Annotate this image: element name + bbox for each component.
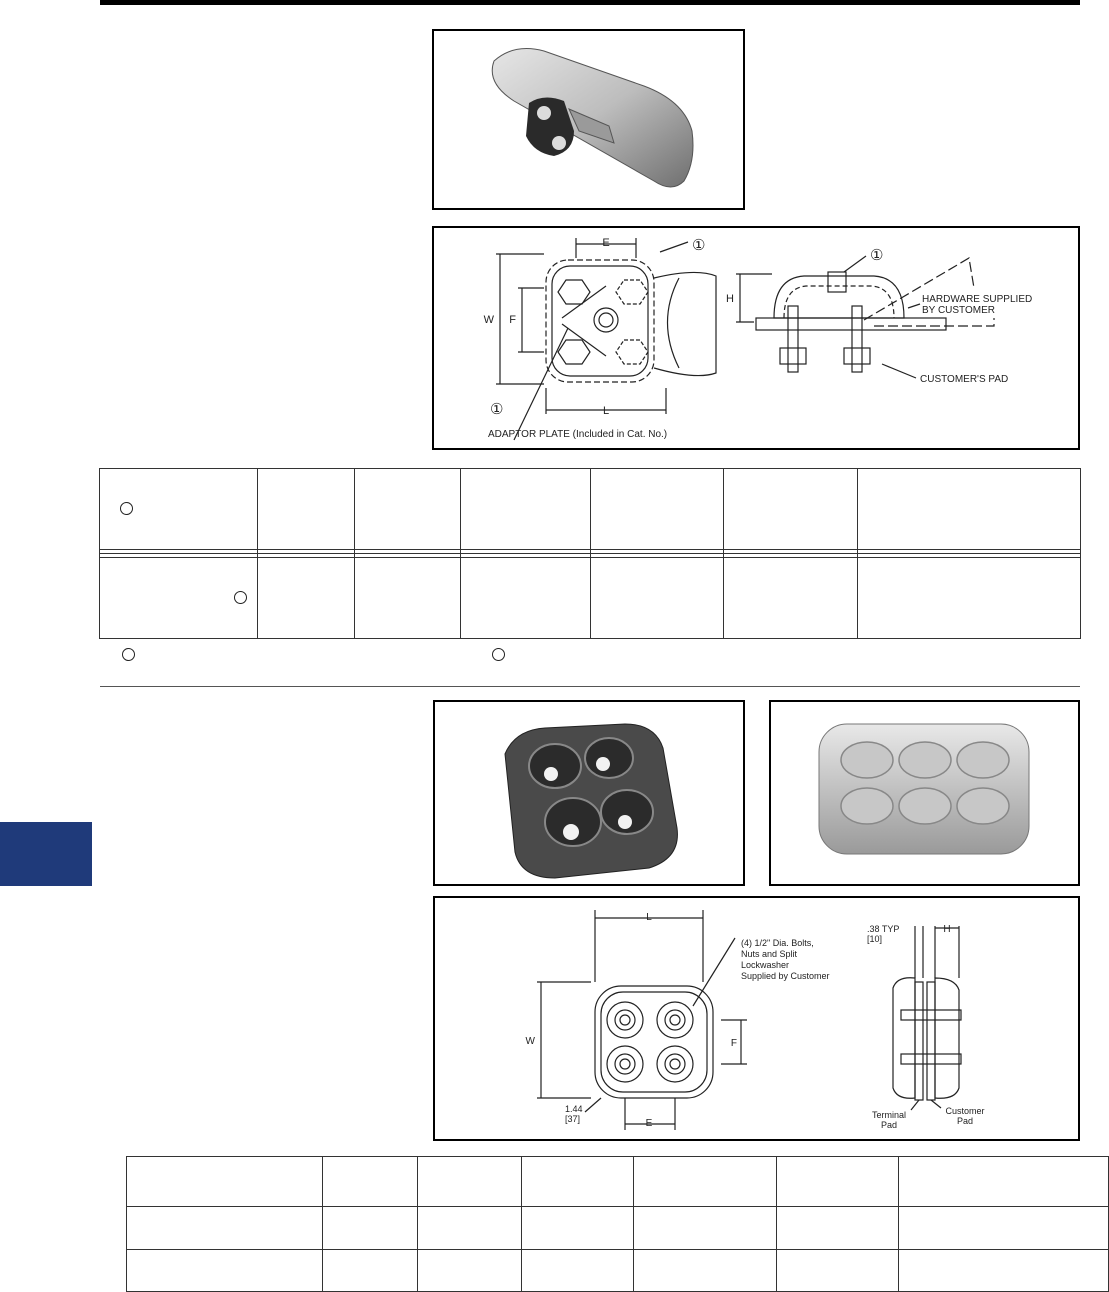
typ-line1: .38 TYP bbox=[867, 924, 900, 934]
spec-table-2 bbox=[126, 1156, 1109, 1292]
callout-1-top: ① bbox=[692, 237, 706, 254]
customer-pad-line2: Pad bbox=[956, 1116, 974, 1126]
table-cell bbox=[355, 558, 461, 639]
table-cell bbox=[899, 1249, 1109, 1291]
footnote-marker-icon bbox=[234, 591, 247, 604]
dim-h-label: H bbox=[943, 924, 951, 935]
table-cell bbox=[858, 469, 1081, 550]
dim-f-label: F bbox=[730, 1038, 737, 1049]
top-rule bbox=[100, 0, 1080, 5]
table-cell bbox=[418, 1207, 522, 1249]
product-photo-6-hole-pad bbox=[769, 700, 1080, 886]
customer-pad-line1: Customer bbox=[945, 1106, 985, 1116]
table-cell bbox=[127, 1157, 323, 1207]
drawing-1-svg bbox=[434, 228, 1078, 448]
dim-l-label: L bbox=[646, 912, 652, 923]
table-cell bbox=[461, 558, 591, 639]
callout-1-bottom: ① bbox=[490, 401, 504, 418]
table-cell bbox=[418, 1249, 522, 1291]
table-cell bbox=[127, 1249, 323, 1291]
table-cell bbox=[522, 1249, 634, 1291]
table-cell bbox=[634, 1207, 777, 1249]
bolts-line1: (4) 1/2" Dia. Bolts, bbox=[741, 938, 814, 948]
table-cell bbox=[418, 1157, 522, 1207]
connector-illustration bbox=[434, 31, 743, 208]
section-tab bbox=[0, 822, 92, 886]
table-cell bbox=[323, 1157, 418, 1207]
table-cell bbox=[777, 1207, 899, 1249]
dim-e-label: E bbox=[645, 1118, 653, 1129]
table-cell bbox=[634, 1157, 777, 1207]
terminal-pad-line2: Pad bbox=[880, 1120, 898, 1130]
radius-line1: 1.44 bbox=[565, 1104, 583, 1114]
table-cell bbox=[899, 1207, 1109, 1249]
table-cell bbox=[777, 1249, 899, 1291]
table-cell bbox=[522, 1207, 634, 1249]
table-cell bbox=[258, 558, 355, 639]
table-cell bbox=[634, 1249, 777, 1291]
technical-drawing-2 bbox=[433, 896, 1080, 1141]
typ-line2: [10] bbox=[867, 934, 883, 944]
four-hole-pad-illustration bbox=[435, 702, 743, 884]
dim-w-label: W bbox=[525, 1036, 535, 1047]
table-cell bbox=[100, 558, 258, 639]
table-cell bbox=[724, 469, 858, 550]
note-adaptor-plate: ADAPTOR PLATE (Included in Cat. No.) bbox=[488, 429, 668, 440]
dim-f-label: F bbox=[509, 314, 516, 326]
table-cell bbox=[591, 558, 724, 639]
product-photo-connector bbox=[432, 29, 745, 210]
dim-w-label: W bbox=[483, 314, 494, 326]
footnote-marker-icon bbox=[492, 648, 505, 661]
dim-e-label: E bbox=[602, 237, 610, 249]
table-cell bbox=[461, 469, 591, 550]
table-cell bbox=[258, 469, 355, 550]
dim-h-label: H bbox=[726, 293, 734, 305]
table-cell bbox=[724, 558, 858, 639]
terminal-pad-line1: Terminal bbox=[871, 1110, 907, 1120]
table-row bbox=[100, 558, 1081, 639]
table-row bbox=[127, 1157, 1109, 1207]
table-cell bbox=[858, 558, 1081, 639]
note-hardware-line1: HARDWARE SUPPLIED bbox=[922, 294, 1033, 305]
section-divider bbox=[100, 686, 1080, 687]
technical-drawing-1 bbox=[432, 226, 1080, 450]
table-cell bbox=[522, 1157, 634, 1207]
table-cell bbox=[899, 1157, 1109, 1207]
bolts-line2: Nuts and Split bbox=[741, 949, 798, 959]
six-hole-pad-illustration bbox=[771, 702, 1078, 884]
table-cell bbox=[100, 469, 258, 550]
table-row bbox=[127, 1249, 1109, 1291]
table-row bbox=[127, 1207, 1109, 1249]
table-cell bbox=[127, 1207, 323, 1249]
table-cell bbox=[591, 469, 724, 550]
bolts-line4: Supplied by Customer bbox=[741, 971, 830, 981]
table-row bbox=[100, 469, 1081, 550]
table-cell bbox=[323, 1207, 418, 1249]
footnote-marker-icon bbox=[122, 648, 135, 661]
product-photo-4-hole-pad bbox=[433, 700, 745, 886]
spec-table-1 bbox=[99, 468, 1081, 639]
drawing-2-svg bbox=[435, 898, 1078, 1139]
radius-line2: [37] bbox=[565, 1114, 581, 1124]
note-hardware-line2: BY CUSTOMER bbox=[922, 305, 995, 316]
table-cell bbox=[323, 1249, 418, 1291]
bolts-line3: Lockwasher bbox=[741, 960, 790, 970]
dim-l-label: L bbox=[602, 405, 610, 417]
footnote-marker-icon bbox=[120, 502, 133, 515]
note-customer-pad: CUSTOMER'S PAD bbox=[920, 374, 1009, 385]
table-cell bbox=[777, 1157, 899, 1207]
table-cell bbox=[355, 469, 461, 550]
callout-1-side: ① bbox=[870, 247, 884, 264]
